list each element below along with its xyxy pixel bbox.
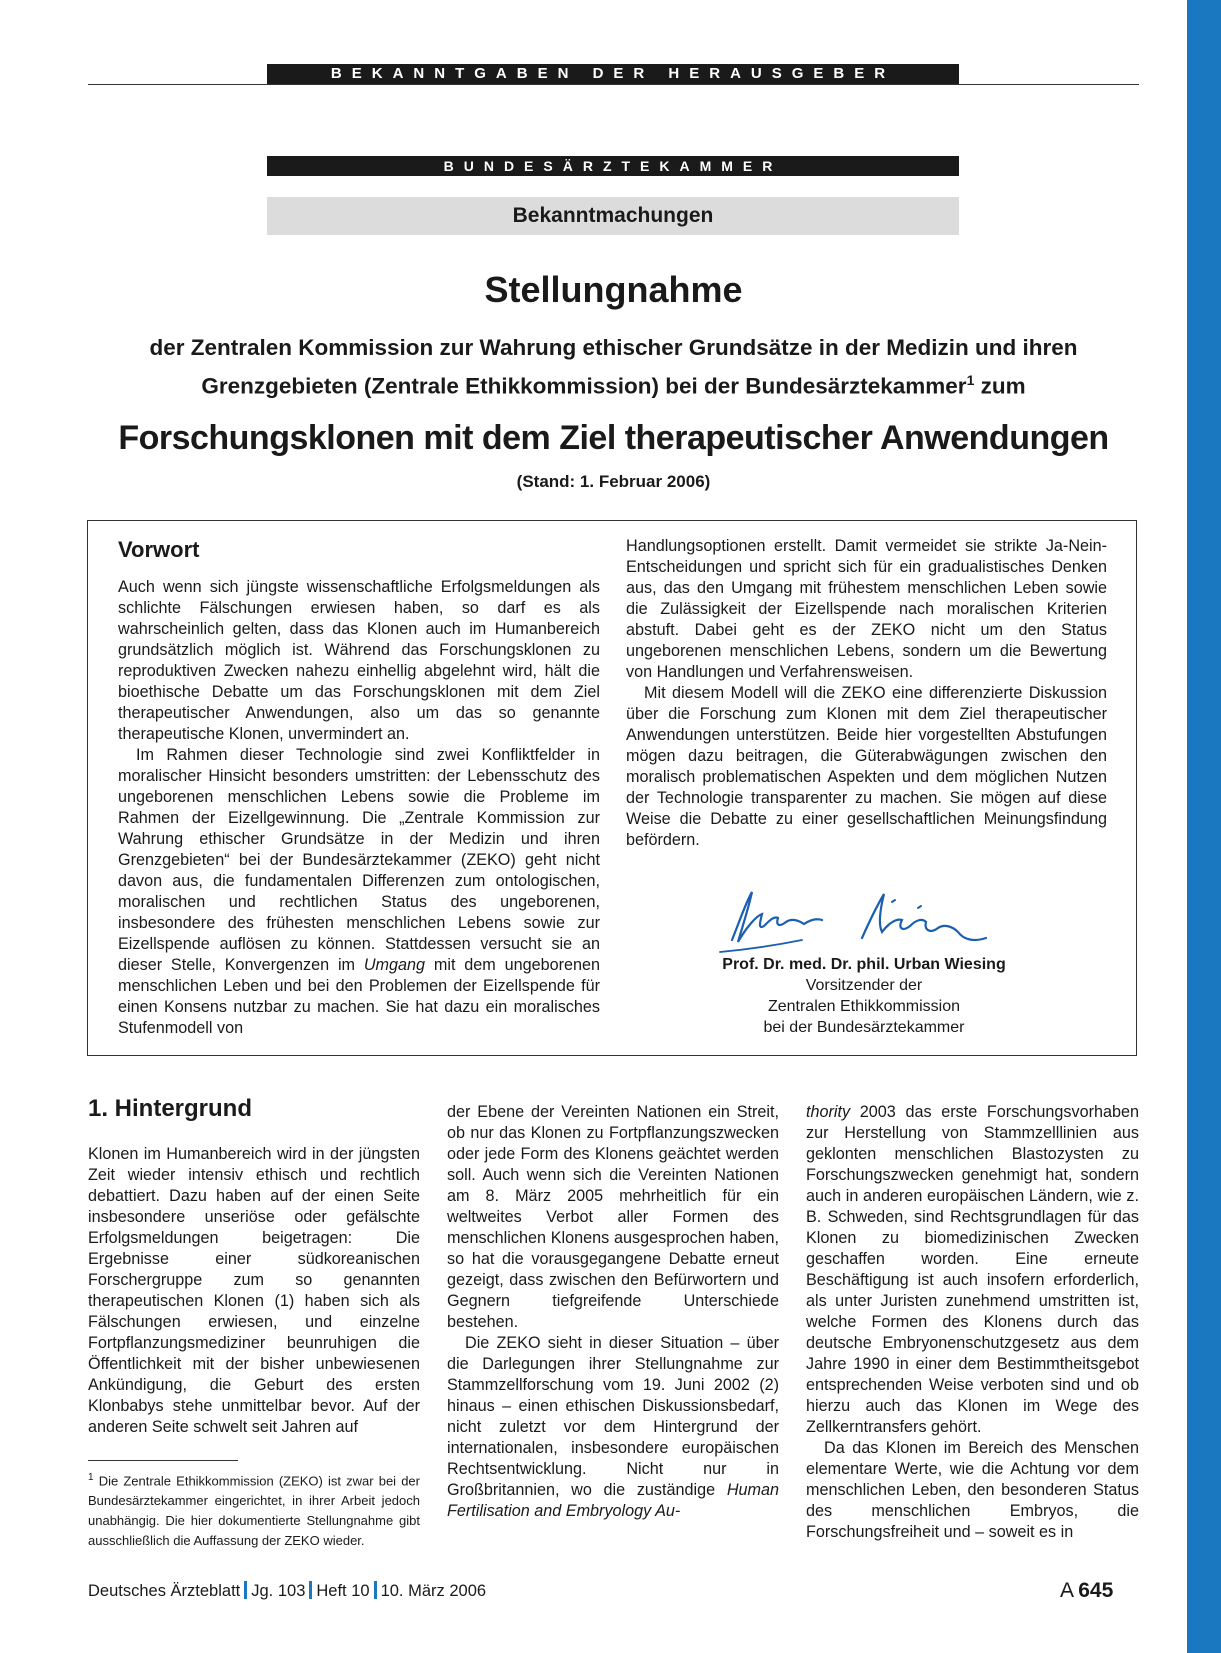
preface-right-column [626, 536, 1107, 851]
body-paragraph: der Ebene der Vereinten Nationen ein Streit, ob nur das Klonen zu Fortpflanzungszwecken oder jede Form des Klonens geächtet werden soll. Auch wenn sich die Vereinten Nationen am 8. März 2005 mehrheitlich für ein weltweites Verbot aller Formen des menschlichen Klonens ausgesprochen haben, so hat die vorausgegangene Debatte erneut gezeigt, dass zwischen den Befürwortern und Gegnern tiefgreifende Unterschiede bestehen. [447, 1103, 779, 1331]
preface-left-column [118, 577, 600, 1039]
body-column-1 [88, 1144, 420, 1438]
body-emphasis: thority [806, 1103, 851, 1121]
preface-text: Im Rahmen dieser Technologie sind zwei Konfliktfelder in moralischer Hinsicht besonders umstritten: der Lebensschutz des ungeborenen menschlichen Lebens sowie die Probleme im Rahmen der Eizellgewinnung. Die „Zentrale Kommission zur Wahrung ethischer Grundsätze in der Medizin und ihren Grenzgebieten“ bei der Bundesärztekammer (ZEKO) geht nicht davon aus, die fundamentalen Differenzen zum ontologischen, moralischen und rechtlichen Status des ungeborenen, insbesondere des frühesten menschlichen Lebens sowie zur Eizellspende auflösen zu können. Stattdessen versucht sie an dieser Stelle, Konvergenzen im [118, 746, 600, 974]
preface-text: mit dem ungeborenen menschlichen Leben und bei den Problemen der Eizellspende für einen Konsens nutzbar zu machen. Sie hat dazu ein moralisches Stufenmodell von [118, 956, 601, 1037]
signature-block [650, 954, 1078, 1038]
body-emphasis: Human Fertilisation and Embryology Au- [447, 1481, 779, 1520]
journal-name: Deutsches Ärzteblatt [88, 1582, 241, 1600]
journal-issue: Heft 10 [316, 1582, 370, 1600]
subtitle-line-2-text: Grenzgebieten (Zentrale Ethikkommission) bei der Bundesärztekammer [201, 373, 967, 399]
journal-volume: Jg. 103 [251, 1582, 306, 1600]
preface-emphasis: Umgang [363, 956, 426, 974]
subject-label: Bekanntmachungen [267, 197, 959, 235]
body-text: Die ZEKO sieht in dieser Situation – über die Darlegungen ihrer Stellungnahme zur Stammzellforschung vom 19. Juni 2002 (2) hinaus – einen ethischen Diskussionsbedarf, nicht zuletzt vor dem Hintergrund der internationalen, insbesondere europäischen Rechtsentwicklung. Nicht nur in Großbritannien, wo die zuständige [447, 1334, 779, 1499]
signatory-name: Prof. Dr. med. Dr. phil. Urban Wiesing [722, 956, 1006, 973]
body-column-2 [447, 1102, 779, 1522]
body-paragraph: Da das Klonen im Bereich des Menschen elementare Werte, wie die Achtung vor dem menschlichen Leben, den besonderen Status des menschlichen Embryos, die Forschungsfreiheit und – soweit es in [806, 1439, 1139, 1541]
article-topic: Forschungsklonen mit dem Ziel therapeutischer Anwendungen [118, 419, 1109, 457]
footer-separator [309, 1581, 312, 1599]
footnote [88, 1468, 420, 1551]
preface-paragraph: Mit diesem Modell will die ZEKO eine differenzierte Diskussion über die Forschung zum Klonen mit dem Ziel therapeutischer Anwendungen unterstützen. Beide hier vorgestellten Abstufungen mögen dazu beitragen, die Güterabwägungen zwischen den moralisch problematischen Aspekten und dem möglichen Nutzen der Technologie transparenter zu machen. Sie mögen auf diese Weise die Debatte zu einer gesellschaftlichen Meinungsfindung befördern. [626, 684, 1107, 849]
signatory-role: bei der Bundesärztekammer [763, 1019, 965, 1036]
journal-date: 10. März 2006 [380, 1582, 487, 1600]
body-text: 2003 das erste Forschungsvorhaben zur Herstellung von Stammzelllinien aus geklonten menschlichen Blastozysten zu Forschungszwecken genehmigt hat, sondern auch in anderen europäischen Ländern, wie z. B. Schweden, sind Rechtsgrundlagen für das Klonen zu biomedizinischen Zwecken geschaffen worden. Eine erneute Beschäftigung ist auch insofern erforderlich, als unter Juristen zunehmend umstritten ist, welche Formen des Klonens durch das deutsche Embryonenschutzgesetz aus dem Jahre 1990 in einer dem Bestimmtheitsgebot entsprechenden Weise verboten sind und ob hierzu auch das Klonen im Wege des Zellkerntransfers gehört. [806, 1103, 1139, 1436]
subtitle-line-2 [88, 364, 1139, 403]
preface-paragraph [118, 745, 600, 1039]
section-band-herausgeber: BEKANNTGABEN DER HERAUSGEBER [267, 64, 959, 84]
article-title: Stellungnahme [484, 269, 743, 310]
section-heading: 1. Hintergrund [88, 1095, 253, 1122]
footer-separator [374, 1581, 377, 1599]
preface-paragraph: Auch wenn sich jüngste wissenschaftliche Erfolgsmeldungen als schlichte Fälschungen erwiesen haben, so darf es als wahrscheinlich gelten, dass das Klonen auch im Humanbereich grundsätzlich möglich ist. Während das Forschungsklonen zu reproduktiven Zwecken nahezu einhellig abgelehnt wird, hält die bioethische Debatte um das Forschungsklonen mit dem Ziel therapeutischer Anwendungen, also um das so genannte therapeutische Klonen, unvermindert an. [118, 578, 600, 743]
subtitle-line-2-tail: zum [974, 373, 1026, 399]
page-number [1060, 1578, 1113, 1604]
body-paragraph: Klonen im Humanbereich wird in der jüngsten Zeit wieder intensiv ethisch und rechtlich debattiert. Dazu haben auf der einen Seite insbesondere unseriöse oder gefälschte Erfolgsmeldungen beigetragen: Die Ergebnisse einer südkoreanischen Forschergruppe zum so genannten therapeutischen Klonen (1) haben sich als Fälschungen erwiesen, und einzelne Fortpflanzungsmediziner beunruhigen die Öffentlichkeit mit der bisher unbewiesenen Ankündigung, die Geburt des ersten Klonbabys stehe unmittelbar bevor. Auf der anderen Seite schwelt seit Jahren auf [88, 1145, 420, 1436]
page-prefix: A [1060, 1579, 1075, 1602]
article-subtitle [88, 332, 1139, 403]
edge-color-bar [1187, 0, 1221, 1653]
footnote-rule [88, 1460, 238, 1461]
body-column-3 [806, 1102, 1139, 1543]
header-rule [88, 84, 1139, 85]
footnote-text: Die Zentrale Ethikkommission (ZEKO) ist zwar bei der Bundesärztekammer eingerichtet, in ihrer Arbeit jedoch unabhängig. Die hier dokumentierte Stellungnahme gibt ausschließlich die Auffassung der ZEKO wieder. [88, 1473, 420, 1549]
preface-paragraph: Handlungsoptionen erstellt. Damit vermeidet sie strikte Ja-Nein-Entscheidungen und spricht sich für ein gradualistisches Denken aus, das den Umgang mit frühestem menschlichen Leben sowie die Zulässigkeit der Eizellspende nach moralischen Kriterien abstuft. Dabei geht es der ZEKO nicht um den Status ungeborenen menschlichen Lebens, sondern um die Bewertung von Handlungen und Verfahrensweisen. [626, 537, 1107, 681]
page-footer [88, 1580, 486, 1602]
subtitle-line-1: der Zentralen Kommission zur Wahrung ethischer Grundsätze in der Medizin und ihren [149, 335, 1078, 360]
section-band-bundesaerztekammer: BUNDESÄRZTEKAMMER [267, 156, 959, 176]
page-number-value: 645 [1078, 1579, 1114, 1602]
article-date: (Stand: 1. Februar 2006) [516, 472, 711, 491]
signatory-role: Vorsitzender der [805, 977, 923, 994]
footnote-number: 1 [88, 1472, 94, 1483]
footer-separator [244, 1581, 247, 1599]
body-paragraph [806, 1102, 1139, 1438]
signatory-role: Zentralen Ethikkommission [767, 998, 961, 1015]
preface-heading: Vorwort [118, 537, 200, 562]
footnote-marker: 1 [966, 372, 975, 388]
handwritten-signature [712, 880, 1022, 960]
body-paragraph [447, 1333, 779, 1522]
